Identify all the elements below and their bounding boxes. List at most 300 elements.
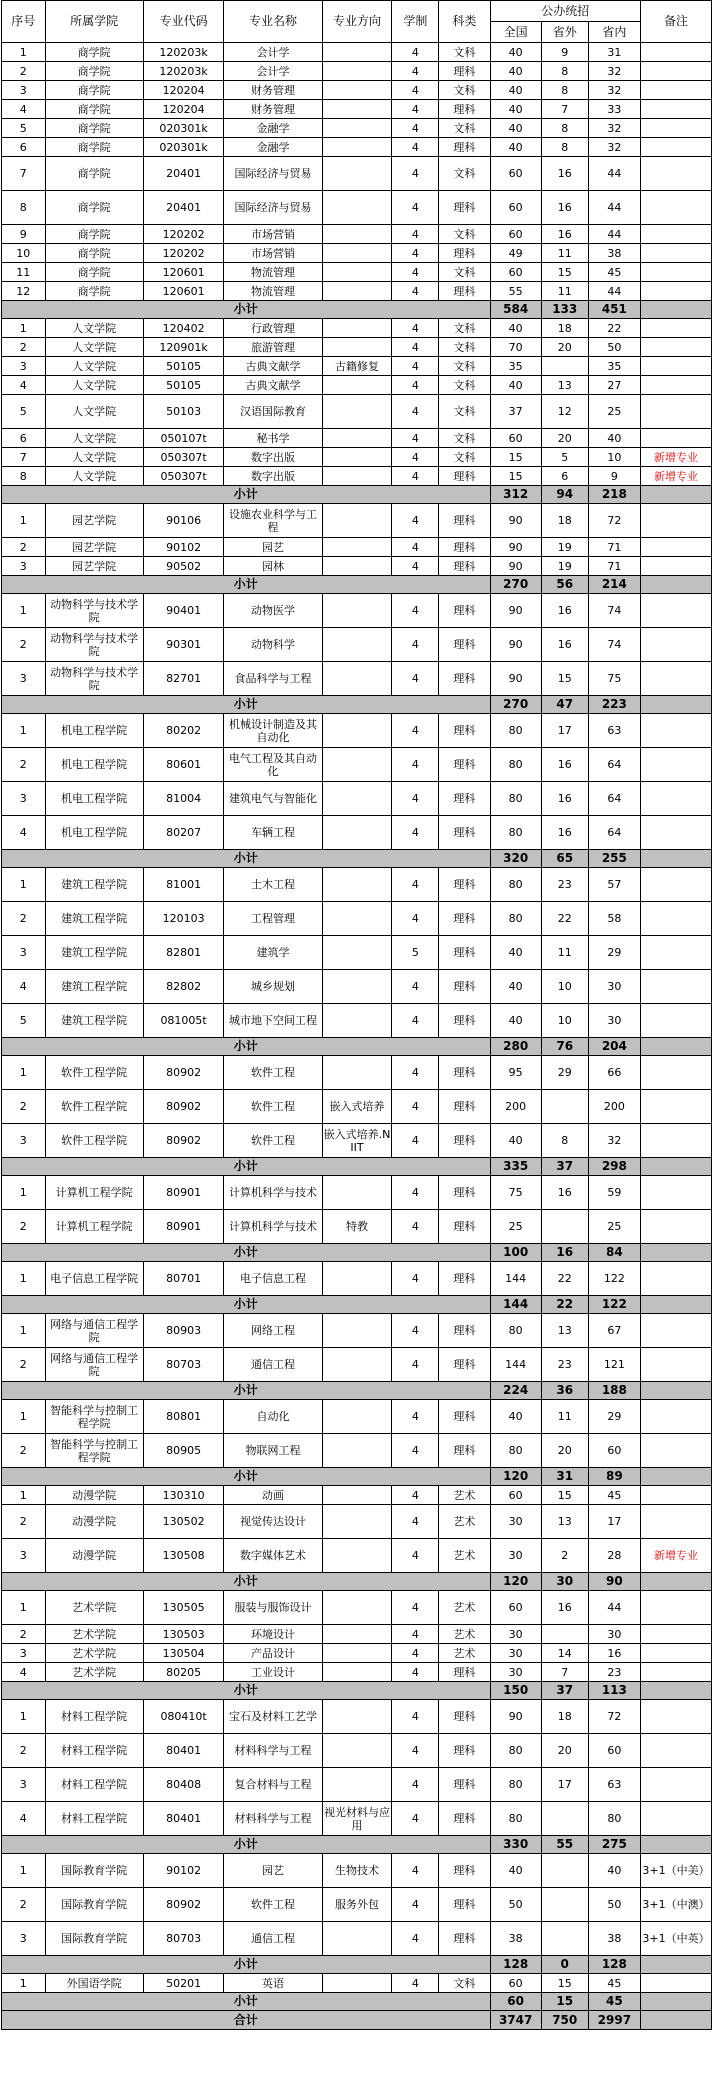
- table-row: [2, 1486, 712, 1505]
- subtotal-label: 小计: [2, 1682, 491, 1700]
- cell-college: 人文学院: [45, 376, 143, 395]
- cell-years: 4: [392, 1802, 439, 1836]
- cell-note: 新增专业: [641, 467, 712, 486]
- cell-note: [641, 1400, 712, 1434]
- subtotal-out-province: 133: [541, 301, 588, 319]
- cell-note: [641, 395, 712, 429]
- cell-seq: 5: [2, 119, 46, 138]
- cell-seq: 9: [2, 225, 46, 244]
- cell-national: 144: [490, 1262, 541, 1296]
- cell-code: 80202: [143, 714, 224, 748]
- cell-in-province: 50: [588, 338, 640, 357]
- cell-years: 4: [392, 319, 439, 338]
- table-row: [2, 1922, 712, 1956]
- cell-category: 理科: [439, 244, 490, 263]
- cell-national: 40: [490, 138, 541, 157]
- header-national: 全国: [490, 22, 541, 43]
- cell-college: 机电工程学院: [45, 748, 143, 782]
- cell-direction: [322, 1176, 392, 1210]
- cell-direction: [322, 970, 392, 1004]
- cell-code: 120601: [143, 263, 224, 282]
- total-in-province: 2997: [588, 2011, 640, 2030]
- cell-category: 理科: [439, 1124, 490, 1158]
- cell-code: 130508: [143, 1539, 224, 1573]
- table-row: [2, 1591, 712, 1625]
- cell-direction: [322, 338, 392, 357]
- cell-national: 25: [490, 1210, 541, 1244]
- subtotal-out-province: 47: [541, 696, 588, 714]
- cell-category: 艺术: [439, 1625, 490, 1644]
- cell-years: 4: [392, 1539, 439, 1573]
- cell-national: 95: [490, 1056, 541, 1090]
- header-note: 备注: [641, 1, 712, 43]
- subtotal-out-province: 56: [541, 576, 588, 594]
- cell-out-province: [541, 357, 588, 376]
- cell-code: 82802: [143, 970, 224, 1004]
- cell-in-province: 35: [588, 357, 640, 376]
- subtotal-in-province: 255: [588, 850, 640, 868]
- cell-major: 服装与服饰设计: [224, 1591, 322, 1625]
- cell-in-province: 31: [588, 43, 640, 62]
- cell-direction: [322, 1348, 392, 1382]
- cell-out-province: [541, 1090, 588, 1124]
- cell-code: 120202: [143, 225, 224, 244]
- cell-note: [641, 119, 712, 138]
- subtotal-in-province: 113: [588, 1682, 640, 1700]
- cell-in-province: 80: [588, 1802, 640, 1836]
- subtotal-national: 60: [490, 1993, 541, 2011]
- cell-note: [641, 628, 712, 662]
- subtotal-note: [641, 486, 712, 504]
- cell-college: 材料工程学院: [45, 1700, 143, 1734]
- cell-college: 建筑工程学院: [45, 936, 143, 970]
- cell-code: 81004: [143, 782, 224, 816]
- cell-category: 理科: [439, 1348, 490, 1382]
- cell-direction: 特教: [322, 1210, 392, 1244]
- cell-college: 动物科学与技术学院: [45, 628, 143, 662]
- cell-national: 15: [490, 448, 541, 467]
- cell-category: 文科: [439, 395, 490, 429]
- cell-national: 30: [490, 1625, 541, 1644]
- cell-out-province: [541, 1625, 588, 1644]
- cell-out-province: 16: [541, 1591, 588, 1625]
- cell-direction: [322, 1262, 392, 1296]
- cell-note: [641, 714, 712, 748]
- cell-out-province: 16: [541, 594, 588, 628]
- cell-code: 80905: [143, 1434, 224, 1468]
- cell-out-province: 17: [541, 1768, 588, 1802]
- cell-years: 4: [392, 594, 439, 628]
- cell-out-province: 6: [541, 467, 588, 486]
- cell-college: 商学院: [45, 282, 143, 301]
- subtotal-national: 150: [490, 1682, 541, 1700]
- cell-national: 80: [490, 1734, 541, 1768]
- cell-direction: [322, 62, 392, 81]
- cell-out-province: 13: [541, 376, 588, 395]
- cell-years: 4: [392, 1348, 439, 1382]
- table-row: [2, 448, 712, 467]
- table-row: [2, 782, 712, 816]
- cell-out-province: 9: [541, 43, 588, 62]
- subtotal-out-province: 36: [541, 1382, 588, 1400]
- cell-direction: [322, 1591, 392, 1625]
- cell-seq: 3: [2, 357, 46, 376]
- cell-years: 4: [392, 714, 439, 748]
- table-row: [2, 1262, 712, 1296]
- cell-direction: [322, 100, 392, 119]
- cell-major: 电子信息工程: [224, 1262, 322, 1296]
- table-row: [2, 504, 712, 538]
- cell-note: [641, 782, 712, 816]
- subtotal-label: 小计: [2, 1038, 491, 1056]
- cell-code: 90102: [143, 538, 224, 557]
- cell-note: [641, 1314, 712, 1348]
- cell-category: 理科: [439, 936, 490, 970]
- cell-college: 软件工程学院: [45, 1056, 143, 1090]
- table-row: [2, 81, 712, 100]
- cell-direction: [322, 594, 392, 628]
- cell-seq: 6: [2, 138, 46, 157]
- subtotal-note: [641, 576, 712, 594]
- subtotal-row: [2, 1956, 712, 1974]
- cell-category: 理科: [439, 1210, 490, 1244]
- table-row: [2, 62, 712, 81]
- cell-college: 智能科学与控制工程学院: [45, 1434, 143, 1468]
- cell-major: 建筑学: [224, 936, 322, 970]
- cell-national: 90: [490, 538, 541, 557]
- cell-college: 园艺学院: [45, 557, 143, 576]
- cell-national: 40: [490, 1854, 541, 1888]
- table-row: [2, 1663, 712, 1682]
- cell-direction: [322, 1539, 392, 1573]
- subtotal-row: [2, 1296, 712, 1314]
- subtotal-row: [2, 1244, 712, 1262]
- cell-college: 智能科学与控制工程学院: [45, 1400, 143, 1434]
- cell-out-province: [541, 1888, 588, 1922]
- cell-in-province: 59: [588, 1176, 640, 1210]
- cell-college: 国际教育学院: [45, 1888, 143, 1922]
- cell-note: [641, 1176, 712, 1210]
- cell-college: 电子信息工程学院: [45, 1262, 143, 1296]
- subtotal-label: 小计: [2, 696, 491, 714]
- cell-code: 130502: [143, 1505, 224, 1539]
- cell-in-province: 17: [588, 1505, 640, 1539]
- cell-major: 计算机科学与技术: [224, 1210, 322, 1244]
- cell-years: 4: [392, 902, 439, 936]
- cell-direction: [322, 1625, 392, 1644]
- cell-national: 60: [490, 1591, 541, 1625]
- cell-category: 文科: [439, 81, 490, 100]
- cell-direction: 嵌入式培养.NIIT: [322, 1124, 392, 1158]
- cell-national: 144: [490, 1348, 541, 1382]
- subtotal-label: 小计: [2, 1158, 491, 1176]
- subtotal-label: 小计: [2, 1296, 491, 1314]
- subtotal-row: [2, 301, 712, 319]
- cell-code: 130504: [143, 1644, 224, 1663]
- cell-major: 环境设计: [224, 1625, 322, 1644]
- cell-note: [641, 81, 712, 100]
- header-direction: 专业方向: [322, 1, 392, 43]
- cell-years: 4: [392, 1210, 439, 1244]
- cell-major: 英语: [224, 1974, 322, 1993]
- cell-out-province: 13: [541, 1314, 588, 1348]
- cell-category: 文科: [439, 1974, 490, 1993]
- subtotal-note: [641, 1244, 712, 1262]
- cell-out-province: 18: [541, 1700, 588, 1734]
- subtotal-in-province: 45: [588, 1993, 640, 2011]
- table-row: [2, 902, 712, 936]
- cell-college: 网络与通信工程学院: [45, 1348, 143, 1382]
- cell-out-province: 8: [541, 62, 588, 81]
- cell-code: 81001: [143, 868, 224, 902]
- table-row: [2, 138, 712, 157]
- cell-direction: [322, 395, 392, 429]
- subtotal-label: 小计: [2, 1993, 491, 2011]
- cell-major: 材料科学与工程: [224, 1734, 322, 1768]
- cell-in-province: 50: [588, 1888, 640, 1922]
- cell-direction: [322, 504, 392, 538]
- cell-seq: 2: [2, 1210, 46, 1244]
- cell-direction: [322, 1400, 392, 1434]
- cell-code: 130503: [143, 1625, 224, 1644]
- cell-out-province: 13: [541, 1505, 588, 1539]
- cell-seq: 1: [2, 1176, 46, 1210]
- cell-major: 车辆工程: [224, 816, 322, 850]
- cell-note: [641, 1591, 712, 1625]
- cell-major: 工业设计: [224, 1663, 322, 1682]
- cell-major: 秘书学: [224, 429, 322, 448]
- cell-years: 4: [392, 138, 439, 157]
- cell-years: 4: [392, 376, 439, 395]
- cell-seq: 1: [2, 43, 46, 62]
- cell-years: 5: [392, 936, 439, 970]
- subtotal-in-province: 188: [588, 1382, 640, 1400]
- cell-code: 80701: [143, 1262, 224, 1296]
- cell-major: 园艺: [224, 538, 322, 557]
- cell-in-province: 58: [588, 902, 640, 936]
- subtotal-in-province: 451: [588, 301, 640, 319]
- cell-direction: [322, 1314, 392, 1348]
- subtotal-in-province: 214: [588, 576, 640, 594]
- cell-direction: [322, 902, 392, 936]
- table-row: [2, 557, 712, 576]
- cell-national: 40: [490, 43, 541, 62]
- cell-category: 艺术: [439, 1505, 490, 1539]
- cell-category: 理科: [439, 816, 490, 850]
- cell-note: [641, 319, 712, 338]
- table-row: [2, 816, 712, 850]
- table-row: [2, 282, 712, 301]
- cell-out-province: 16: [541, 782, 588, 816]
- cell-direction: 视光材料与应用: [322, 1802, 392, 1836]
- cell-years: 4: [392, 1314, 439, 1348]
- cell-code: 50105: [143, 357, 224, 376]
- subtotal-national: 224: [490, 1382, 541, 1400]
- cell-code: 90102: [143, 1854, 224, 1888]
- subtotal-note: [641, 1038, 712, 1056]
- cell-note: 新增专业: [641, 1539, 712, 1573]
- cell-direction: 古籍修复: [322, 357, 392, 376]
- cell-note: [641, 1625, 712, 1644]
- cell-seq: 7: [2, 448, 46, 467]
- cell-category: 理科: [439, 1768, 490, 1802]
- subtotal-note: [641, 1296, 712, 1314]
- cell-direction: [322, 244, 392, 263]
- cell-college: 动漫学院: [45, 1505, 143, 1539]
- subtotal-note: [641, 1682, 712, 1700]
- cell-major: 食品科学与工程: [224, 662, 322, 696]
- cell-code: 80207: [143, 816, 224, 850]
- table-row: [2, 1176, 712, 1210]
- cell-out-province: 14: [541, 1644, 588, 1663]
- cell-years: 4: [392, 1262, 439, 1296]
- total-out-province: 750: [541, 2011, 588, 2030]
- cell-category: 文科: [439, 225, 490, 244]
- cell-category: 理科: [439, 868, 490, 902]
- cell-direction: [322, 263, 392, 282]
- cell-college: 国际教育学院: [45, 1854, 143, 1888]
- cell-seq: 3: [2, 81, 46, 100]
- cell-out-province: 16: [541, 191, 588, 225]
- cell-major: 动物医学: [224, 594, 322, 628]
- cell-college: 动漫学院: [45, 1486, 143, 1505]
- cell-direction: [322, 1056, 392, 1090]
- cell-major: 视觉传达设计: [224, 1505, 322, 1539]
- cell-code: 050307t: [143, 467, 224, 486]
- cell-note: 新增专业: [641, 448, 712, 467]
- cell-national: 90: [490, 594, 541, 628]
- subtotal-out-province: 94: [541, 486, 588, 504]
- cell-national: 40: [490, 936, 541, 970]
- table-body: [2, 43, 712, 2030]
- cell-note: [641, 244, 712, 263]
- cell-college: 软件工程学院: [45, 1090, 143, 1124]
- cell-national: 55: [490, 282, 541, 301]
- subtotal-note: [641, 1956, 712, 1974]
- cell-category: 理科: [439, 1400, 490, 1434]
- cell-major: 国际经济与贸易: [224, 157, 322, 191]
- cell-national: 60: [490, 263, 541, 282]
- cell-years: 4: [392, 662, 439, 696]
- cell-direction: 嵌入式培养: [322, 1090, 392, 1124]
- cell-years: 4: [392, 970, 439, 1004]
- cell-in-province: 38: [588, 244, 640, 263]
- cell-in-province: 122: [588, 1262, 640, 1296]
- subtotal-national: 335: [490, 1158, 541, 1176]
- cell-direction: [322, 1768, 392, 1802]
- cell-college: 人文学院: [45, 338, 143, 357]
- cell-category: 理科: [439, 662, 490, 696]
- cell-years: 4: [392, 263, 439, 282]
- cell-college: 人文学院: [45, 319, 143, 338]
- cell-note: [641, 1056, 712, 1090]
- cell-out-province: 23: [541, 868, 588, 902]
- cell-out-province: 10: [541, 970, 588, 1004]
- cell-national: 30: [490, 1663, 541, 1682]
- cell-college: 商学院: [45, 62, 143, 81]
- cell-major: 软件工程: [224, 1124, 322, 1158]
- cell-national: 35: [490, 357, 541, 376]
- cell-college: 动漫学院: [45, 1539, 143, 1573]
- cell-in-province: 32: [588, 62, 640, 81]
- cell-code: 90106: [143, 504, 224, 538]
- cell-in-province: 40: [588, 429, 640, 448]
- cell-seq: 1: [2, 1056, 46, 1090]
- cell-national: 40: [490, 1400, 541, 1434]
- cell-code: 130505: [143, 1591, 224, 1625]
- subtotal-national: 312: [490, 486, 541, 504]
- cell-note: [641, 1734, 712, 1768]
- table-row: [2, 594, 712, 628]
- subtotal-row: [2, 696, 712, 714]
- cell-years: 4: [392, 157, 439, 191]
- cell-major: 城乡规划: [224, 970, 322, 1004]
- cell-seq: 2: [2, 538, 46, 557]
- cell-seq: 4: [2, 970, 46, 1004]
- cell-major: 软件工程: [224, 1056, 322, 1090]
- cell-major: 会计学: [224, 62, 322, 81]
- cell-college: 商学院: [45, 138, 143, 157]
- cell-national: 90: [490, 557, 541, 576]
- cell-code: 90301: [143, 628, 224, 662]
- cell-years: 4: [392, 1625, 439, 1644]
- cell-seq: 3: [2, 1922, 46, 1956]
- cell-years: 4: [392, 62, 439, 81]
- cell-direction: [322, 376, 392, 395]
- cell-national: 40: [490, 319, 541, 338]
- cell-major: 数字出版: [224, 467, 322, 486]
- cell-college: 材料工程学院: [45, 1768, 143, 1802]
- table-row: [2, 538, 712, 557]
- cell-code: 80401: [143, 1734, 224, 1768]
- cell-note: [641, 376, 712, 395]
- cell-out-province: 11: [541, 936, 588, 970]
- total-national: 3747: [490, 2011, 541, 2030]
- subtotal-out-province: 31: [541, 1468, 588, 1486]
- cell-code: 050107t: [143, 429, 224, 448]
- cell-in-province: 32: [588, 119, 640, 138]
- cell-code: 80703: [143, 1348, 224, 1382]
- cell-national: 40: [490, 81, 541, 100]
- cell-direction: [322, 448, 392, 467]
- cell-years: 4: [392, 1486, 439, 1505]
- cell-years: 4: [392, 448, 439, 467]
- cell-in-province: 32: [588, 1124, 640, 1158]
- table-row: [2, 338, 712, 357]
- cell-direction: [322, 782, 392, 816]
- cell-major: 物流管理: [224, 263, 322, 282]
- cell-national: 60: [490, 1486, 541, 1505]
- cell-note: [641, 504, 712, 538]
- cell-major: 财务管理: [224, 100, 322, 119]
- cell-seq: 2: [2, 1625, 46, 1644]
- cell-in-province: 57: [588, 868, 640, 902]
- cell-national: 15: [490, 467, 541, 486]
- cell-college: 人文学院: [45, 357, 143, 376]
- subtotal-in-province: 218: [588, 486, 640, 504]
- cell-major: 土木工程: [224, 868, 322, 902]
- cell-in-province: 63: [588, 1768, 640, 1802]
- cell-seq: 4: [2, 816, 46, 850]
- cell-national: 30: [490, 1505, 541, 1539]
- cell-years: 4: [392, 1768, 439, 1802]
- cell-national: 40: [490, 1004, 541, 1038]
- cell-college: 园艺学院: [45, 538, 143, 557]
- cell-note: [641, 868, 712, 902]
- header-college: 所属学院: [45, 1, 143, 43]
- cell-national: 80: [490, 714, 541, 748]
- cell-out-province: 15: [541, 1974, 588, 1993]
